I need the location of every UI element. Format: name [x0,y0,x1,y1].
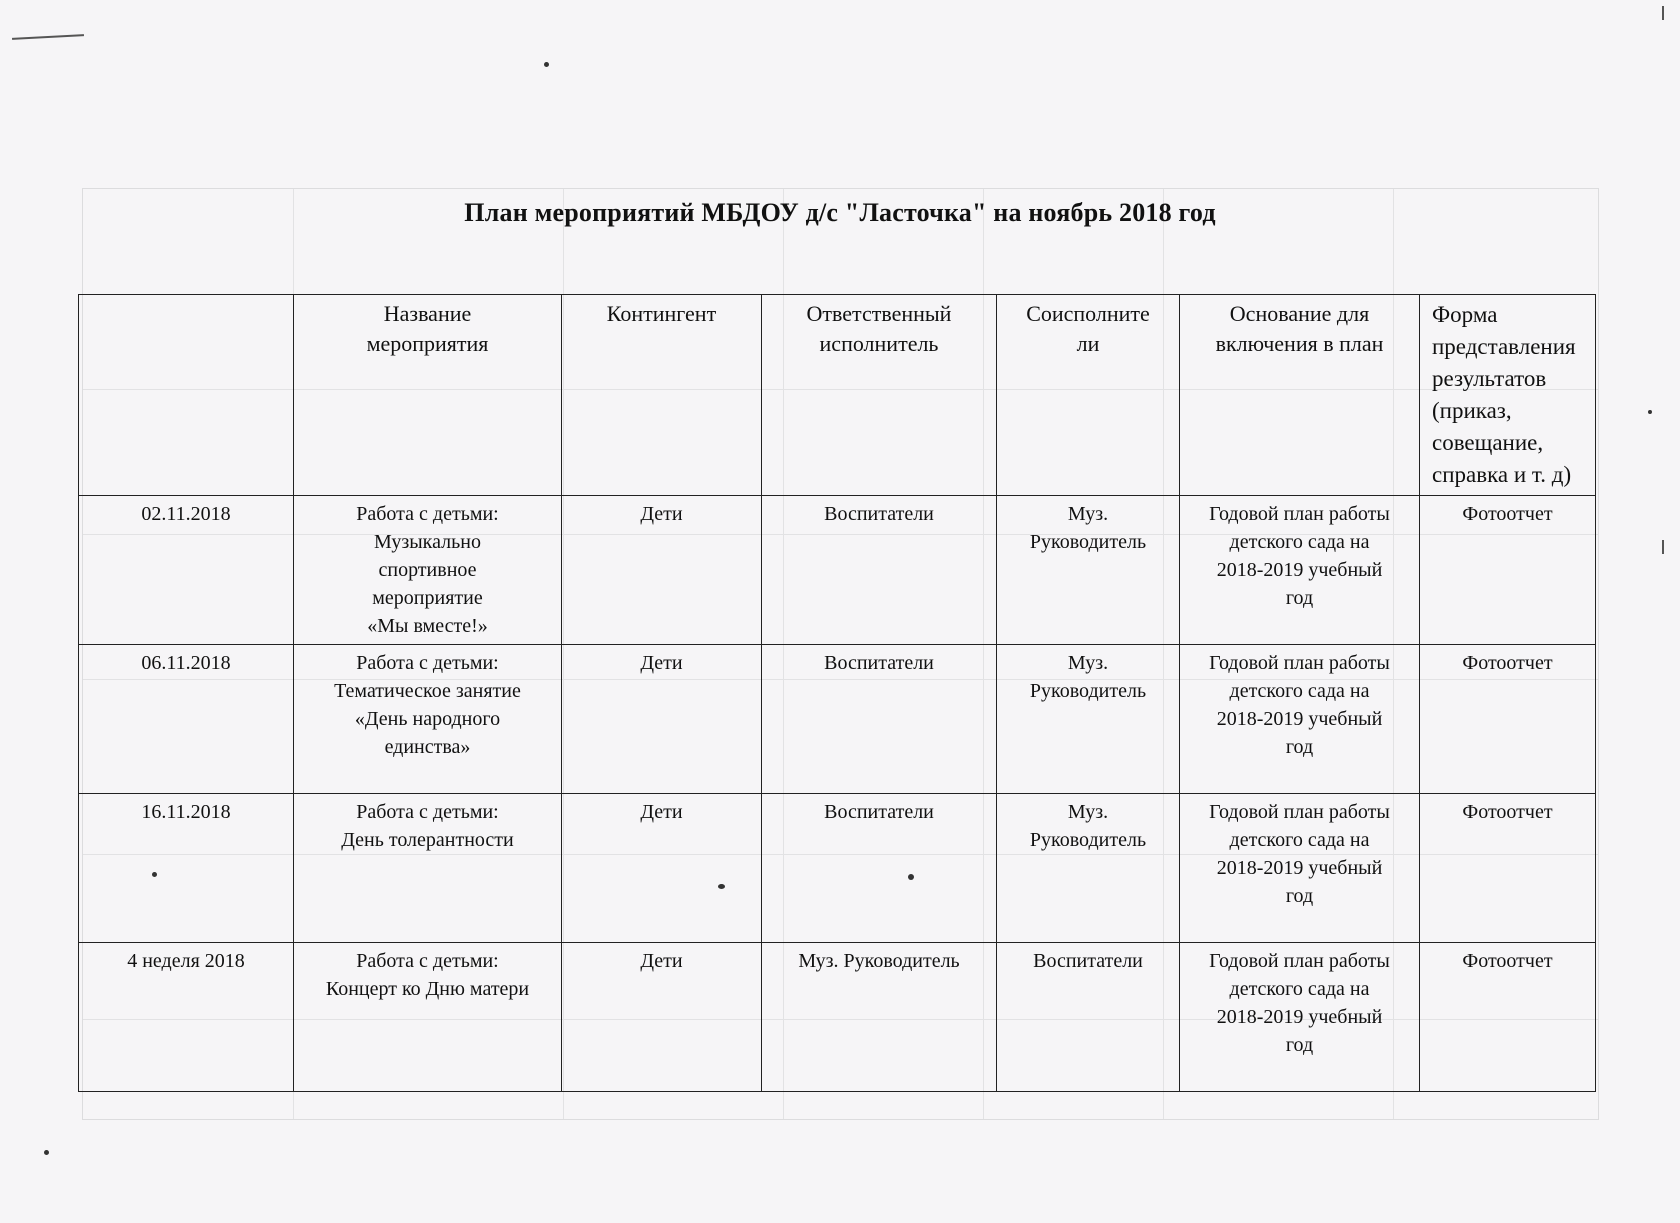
cell-event: Работа с детьми: День толерантности [294,794,562,943]
cell-responsible: Воспитатели [762,496,997,645]
header-co-executors: Соисполните ли [997,295,1180,496]
cell-co-executors: Муз. Руководитель [997,496,1180,645]
cell-event: Работа с детьми: Музыкально спортивное мероприятие «Мы вместе!» [294,496,562,645]
header-responsible: Ответственный исполнитель [762,295,997,496]
header-contingent: Контингент [562,295,762,496]
scan-edge-mark [1662,6,1664,20]
cell-basis: Годовой план работы детского сада на 2018-2019 учебный год [1180,794,1420,943]
header-basis: Основание для включения в план [1180,295,1420,496]
cell-result-form: Фотоотчет [1420,645,1596,794]
cell-co-executors: Воспитатели [997,943,1180,1092]
table-row [79,496,1596,645]
scan-speck [544,62,549,67]
page-title: План мероприятий МБДОУ д/с "Ласточка" на ноябрь 2018 год [464,198,1216,227]
cell-basis: Годовой план работы детского сада на 2018-2019 учебный год [1180,645,1420,794]
cell-responsible: Воспитатели [762,645,997,794]
header-result-form: Форма представления результатов (приказ, совещание, справка и т. д) [1420,295,1596,496]
cell-date: 16.11.2018 [79,794,294,943]
cell-event: Работа с детьми: Тематическое занятие «День народного единства» [294,645,562,794]
cell-responsible: Муз. Руководитель [762,943,997,1092]
cell-date: 02.11.2018 [79,496,294,645]
scan-speck [1648,410,1652,414]
cell-contingent: Дети [562,645,762,794]
cell-contingent: Дети [562,496,762,645]
scan-edge-mark [12,34,84,40]
cell-date: 4 неделя 2018 [79,943,294,1092]
scan-speck [44,1150,49,1155]
cell-contingent: Дети [562,794,762,943]
events-plan-table [78,294,1596,1092]
cell-co-executors: Муз. Руководитель [997,645,1180,794]
table-row [79,794,1596,943]
table-header-row [79,295,1596,496]
cell-responsible: Воспитатели [762,794,997,943]
cell-result-form: Фотоотчет [1420,794,1596,943]
table-row [79,943,1596,1092]
header-date [79,295,294,496]
table-row [79,645,1596,794]
cell-basis: Годовой план работы детского сада на 2018-2019 учебный год [1180,943,1420,1092]
cell-contingent: Дети [562,943,762,1092]
cell-date: 06.11.2018 [79,645,294,794]
scan-speck [908,874,914,880]
cell-event: Работа с детьми: Концерт ко Дню матери [294,943,562,1092]
scan-edge-mark [1662,540,1664,554]
cell-basis: Годовой план работы детского сада на 2018-2019 учебный год [1180,496,1420,645]
cell-result-form: Фотоотчет [1420,943,1596,1092]
scan-speck [718,884,725,889]
cell-co-executors: Муз. Руководитель [997,794,1180,943]
header-event-name: Название мероприятия [294,295,562,496]
cell-result-form: Фотоотчет [1420,496,1596,645]
scan-speck [152,872,157,877]
